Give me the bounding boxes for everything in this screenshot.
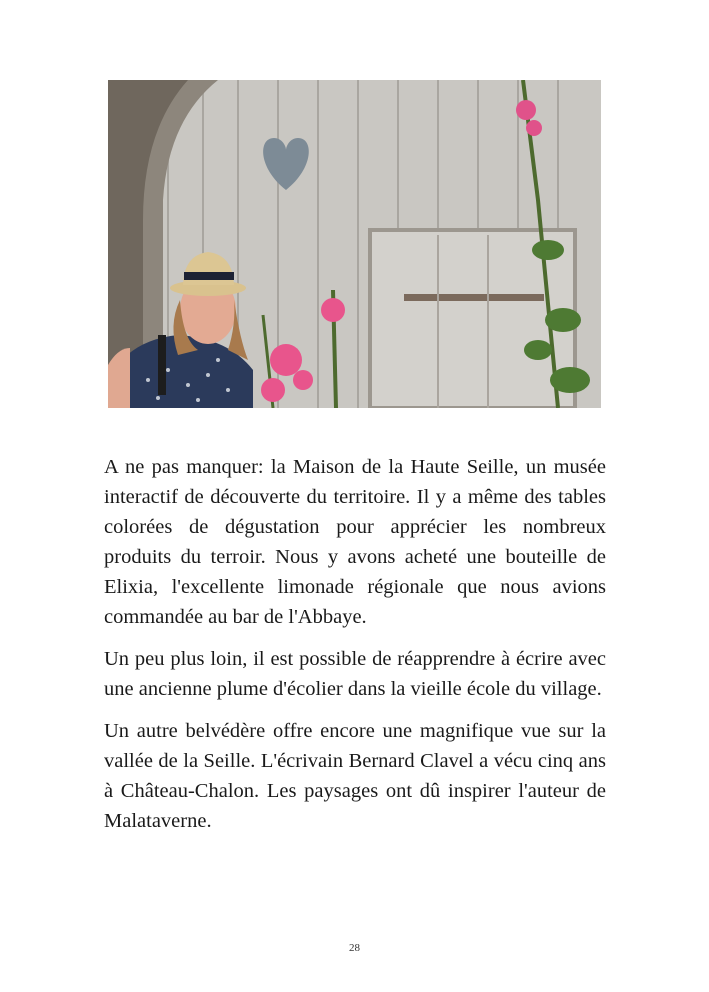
photo-woman-by-door [108, 80, 601, 408]
body-text [104, 452, 606, 848]
page-number: 28 [349, 942, 360, 954]
paragraph-maison-haute-seille: A ne pas manquer: la Maison de la Haute Seille, un musée interactif de découverte du territoire. Il y a même des tables colorées de dégustation pour apprécier les nombreux produits du terroir. Nous y avons acheté une bouteille de Elixia, l'excellente limonade régionale que nous avions commandée au bar de l'Abbaye. [104, 456, 606, 628]
paragraph-ecole-village: Un peu plus loin, il est possible de réapprendre à écrire avec une ancienne plume d'écolier dans la vieille école du village. [104, 648, 606, 700]
paragraph-belvedere: Un autre belvédère offre encore une magnifique vue sur la vallée de la Seille. L'écrivain Bernard Clavel a vécu cinq ans à Château-Chalon. Les paysages ont dû inspirer l'auteur de Malataverne. [104, 720, 606, 832]
